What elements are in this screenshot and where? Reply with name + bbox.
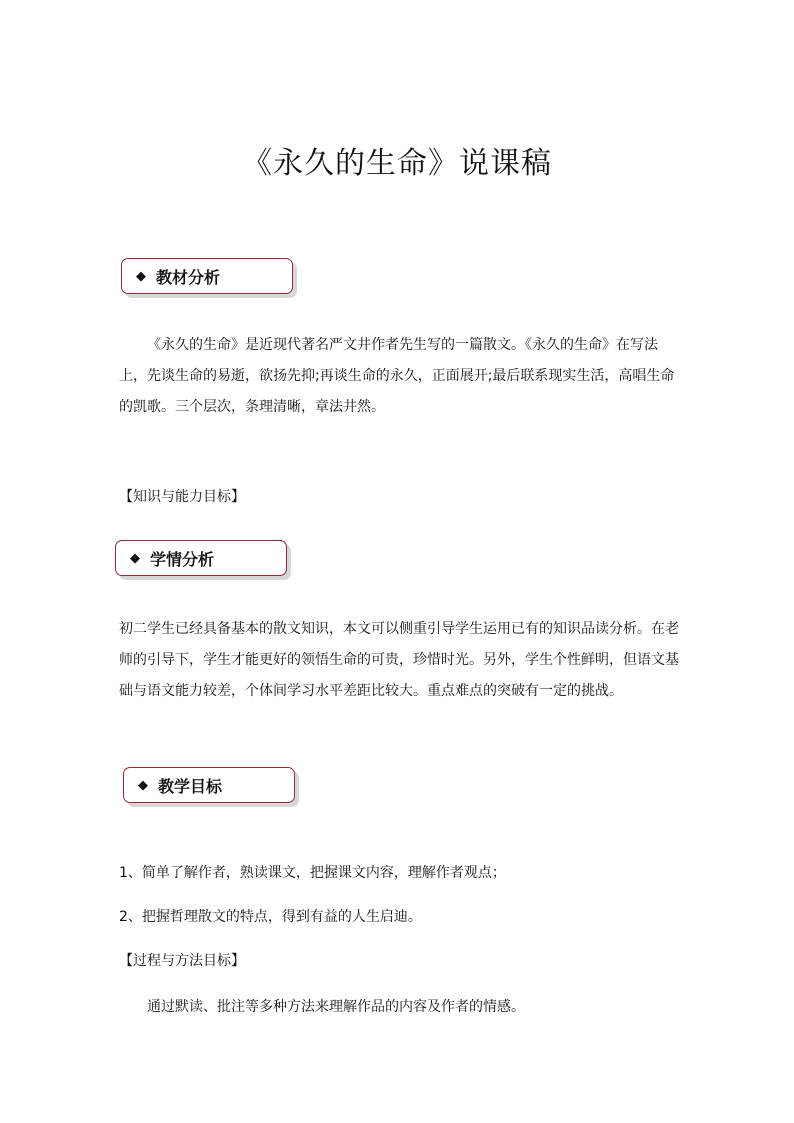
knowledge-goal-label: 【知识与能力目标】 (119, 489, 245, 505)
material-paragraph: 《永久的生命》是近现代著名严文井作者先生写的一篇散文。《永久的生命》在写法上，先谈生命的易逝，欲扬先抑;再谈生命的永久，正面展开;最后联系现实生活，高唱生命的凯歌。三个层次，条理清晰，章法井然。 (119, 337, 675, 415)
section-heading-students (115, 540, 287, 576)
section-heading-label: 学情分析 (150, 549, 215, 569)
section-heading-goals (123, 767, 295, 803)
process-goal-text: 通过默读、批注等多种方法来理解作品的内容及作者的情感。 (147, 999, 525, 1015)
goal-item-2: 2、把握哲理散文的特点，得到有益的人生启迪。 (119, 909, 422, 925)
diamond-bullet-icon: ◆ (130, 550, 140, 566)
process-goal-label: 【过程与方法目标】 (119, 953, 245, 969)
section-heading-label: 教学目标 (158, 776, 223, 796)
diamond-bullet-icon: ◆ (138, 777, 148, 793)
section-heading-material (121, 258, 293, 294)
section-heading-label: 教材分析 (156, 267, 221, 287)
students-paragraph: 初二学生已经具备基本的散文知识，本文可以侧重引导学生运用已有的知识品读分析。在老师的引导下，学生才能更好的领悟生命的可贵，珍惜时光。另外，学生个性鲜明，但语文基础与语文能力较差，个体间学习水平差距比较大。重点难点的突破有一定的挑战。 (119, 621, 679, 699)
goal-item-1: 1、简单了解作者，熟读课文，把握课文内容，理解作者观点； (119, 865, 506, 881)
diamond-bullet-icon: ◆ (136, 268, 146, 284)
page-title: 《永久的生命》说课稿 (242, 146, 552, 181)
